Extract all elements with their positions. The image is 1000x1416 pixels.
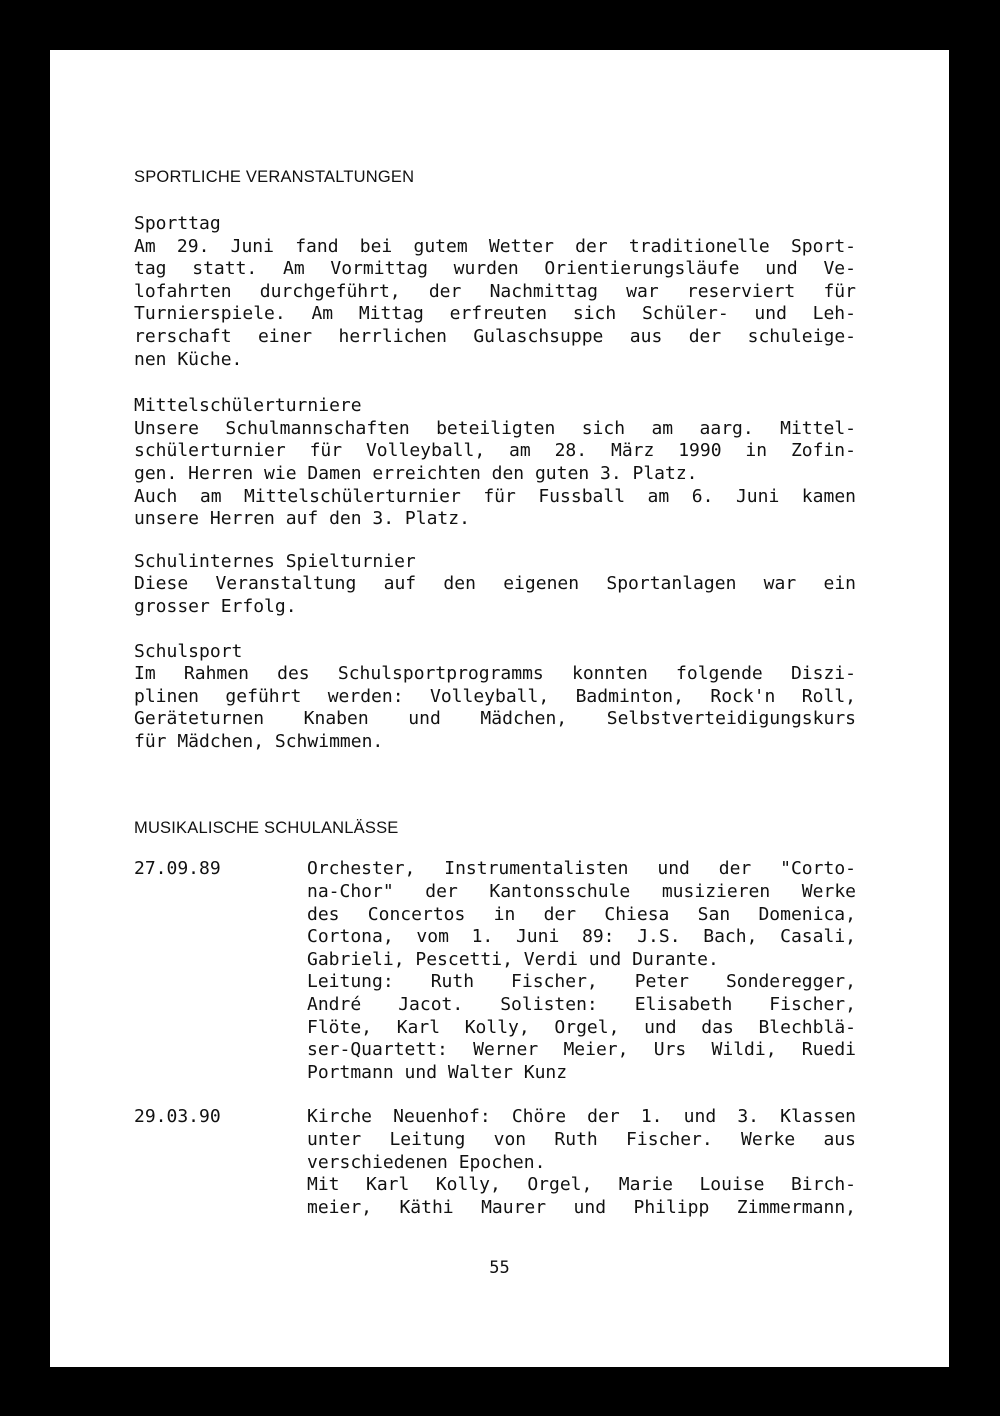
section-mittelschuelerturniere xyxy=(134,395,856,531)
text-line: Diese Veranstaltung auf den eigenen Sportanlagen war ein xyxy=(134,573,856,595)
event-entry xyxy=(134,858,856,1084)
section-body xyxy=(134,663,856,753)
sport-heading: SPORTLICHE VERANSTALTUNGEN xyxy=(134,168,415,186)
text-line: für Mädchen, Schwimmen. xyxy=(134,730,384,752)
section-schulsport xyxy=(134,641,856,754)
event-date: 27.09.89 xyxy=(134,858,221,880)
text-line: Cortona, vom 1. Juni 89: J.S. Bach, Casali, xyxy=(307,926,856,948)
document-page xyxy=(50,50,949,1367)
text-line: tag statt. Am Vormittag wurden Orientierungsläufe und Ve- xyxy=(134,258,856,280)
page-number: 55 xyxy=(489,1258,510,1278)
section-title: Schulinternes Spielturnier xyxy=(134,550,416,572)
text-line: lofahrten durchgeführt, der Nachmittag war reserviert für xyxy=(134,280,856,302)
text-line: Turnierspiele. Am Mittag erfreuten sich Schüler- und Leh- xyxy=(134,303,856,325)
text-line: André Jacot. Solisten: Elisabeth Fischer, xyxy=(307,994,856,1016)
text-line: Gabrieli, Pescetti, Verdi und Durante. xyxy=(307,948,719,970)
text-line: na-Chor" der Kantonsschule musizieren Werke xyxy=(307,881,856,903)
text-line: Im Rahmen des Schulsportprogramms konnten folgende Diszi- xyxy=(134,663,856,685)
text-line: Orchester, Instrumentalisten und der "Corto- xyxy=(307,858,856,880)
event-description xyxy=(307,1106,856,1219)
section-spielturnier xyxy=(134,551,856,619)
section-body xyxy=(134,573,856,618)
section-title: Sporttag xyxy=(134,213,221,234)
text-line: ser-Quartett: Werner Meier, Urs Wildi, Ruedi xyxy=(307,1039,856,1061)
text-line: unsere Herren auf den 3. Platz. xyxy=(134,508,470,530)
text-line: Leitung: Ruth Fischer, Peter Sonderegger, xyxy=(307,971,856,993)
text-line: verschiedenen Epochen. xyxy=(307,1151,546,1173)
text-line: Unsere Schulmannschaften beteiligten sich am aarg. Mittel- xyxy=(134,417,856,439)
text-line: unter Leitung von Ruth Fischer. Werke aus xyxy=(307,1129,856,1150)
section-body xyxy=(134,418,856,531)
text-line: grosser Erfolg. xyxy=(134,595,297,617)
text-line: rerschaft einer herrlichen Gulaschsuppe aus der schuleige- xyxy=(134,325,856,347)
event-entry xyxy=(134,1106,856,1219)
section-body xyxy=(134,236,856,372)
text-line: des Concertos in der Chiesa San Domenica, xyxy=(307,903,856,925)
text-line: Geräteturnen Knaben und Mädchen, Selbstverteidigungskurs xyxy=(134,708,856,730)
page-content xyxy=(134,168,856,1219)
text-line: Kirche Neuenhof: Chöre der 1. und 3. Klassen xyxy=(307,1106,856,1128)
music-heading: MUSIKALISCHE SCHULANLÄSSE xyxy=(134,819,399,838)
text-line: nen Küche. xyxy=(134,348,243,370)
section-sporttag xyxy=(134,213,856,371)
text-line: Flöte, Karl Kolly, Orgel, und das Blechblä- xyxy=(307,1016,856,1038)
text-line: Portmann und Walter Kunz xyxy=(307,1061,568,1083)
event-description xyxy=(307,858,856,1084)
section-title: Mittelschülerturniere xyxy=(134,395,362,417)
text-line: Auch am Mittelschülerturnier für Fussball am 6. Juni kamen xyxy=(134,485,856,507)
text-line: meier, Käthi Maurer und Philipp Zimmermann, xyxy=(307,1196,856,1218)
text-line: plinen geführt werden: Volleyball, Badminton, Rock'n Roll, xyxy=(134,685,856,707)
event-date: 29.03.90 xyxy=(134,1106,221,1128)
text-line: Am 29. Juni fand bei gutem Wetter der traditionelle Sport- xyxy=(134,235,856,257)
text-line: Mit Karl Kolly, Orgel, Marie Louise Birch- xyxy=(307,1174,856,1196)
section-title: Schulsport xyxy=(134,640,243,662)
text-line: gen. Herren wie Damen erreichten den guten 3. Platz. xyxy=(134,462,698,484)
text-line: schülerturnier für Volleyball, am 28. März 1990 in Zofin- xyxy=(134,440,856,462)
